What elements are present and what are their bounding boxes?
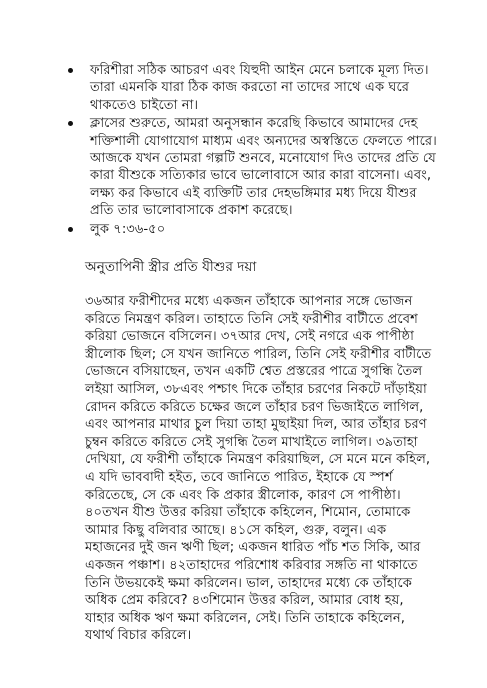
bullet-text: ক্লাসের শুরুতে, আমরা অনুসন্ধান করেছি কিভাবে আমাদের দেহ শক্তিশালী যোগাযোগ মাধ্যম এবং অন্যদের অস্বস্তিতে ফেলতে পারে। আজকে যখন তোমরা গল্পটি শুনবে, মনোযোগ দিও তাদের প্রতি যে কারা যীশুকে সত্যিকার ভাবে ভালোবাসে আর কারা বাসেনা। এবং, লক্ষ্য কর কিভাবে এই ব্যক্তিটি তার দেহভঙ্গিমার মধ্য দিয়ে যীশুর প্রতি তার ভালোবাসাকে প্রকাশ করেছে।: [90, 116, 437, 219]
bullet-item-class-intro: [68, 115, 440, 219]
bullet-item-pharisees: [68, 62, 440, 114]
bullet-text: লুক ৭:৩৬-৫০: [90, 221, 166, 237]
bullet-dot-icon: [68, 227, 73, 232]
scripture-passage: ৩৬আর ফরীশীদের মধ্যে একজন তাঁহাকে আপনার সঙ্গে ভোজন করিতে নিমন্ত্রণ করিল। তাহাতে তিনি সেই ফরীশীর বাটীতে প্রবেশ করিয়া ভোজনে বসিলেন। ৩৭আর দেখ, সেই নগরে এক পাপীষ্ঠা স্ত্রীলোক ছিল; সে যখন জানিতে পারিল, তিনি সেই ফরীশীর বাটীতে ভোজনে বসিয়াছেন, তখন একটি শ্বেত প্রস্তরের পাত্রে সুগন্ধি তৈল লইয়া আসিল, ৩৮এবং পশ্চাৎ দিকে তাঁহার চরণের নিকটে দাঁড়াইয়া রোদন করিতে করিতে চক্ষের জলে তাঁহার চরণ ভিজাইতে লাগিল, এবং আপনার মাথার চুল দিয়া তাহা মুছাইয়া দিল, আর তাঁহার চরণ চুম্বন করিতে করিতে সেই সুগন্ধি তৈল মাখাইতে লাগিল। ৩৯তাহা দেখিয়া, যে ফরীশী তাঁহাকে নিমন্ত্রণ করিয়াছিল, সে মনে মনে কহিল, এ যদি ভাববাদী হইত, তবে জানিতে পারিত, ইহাকে যে স্পর্শ করিতেছে, সে কে এবং কি প্রকার স্ত্রীলোক, কারণ সে পাপীষ্ঠা। ৪০তখন যীশু উত্তর করিয়া তাঁহাকে কহিলেন, শিমোন, তোমাকে আমার কিছু বলিবার আছে। ৪১সে কহিল, গুরু, বলুন। এক মহাজনের দুই জন ঋণী ছিল; একজন ধারিত পাঁচ শত সিকি, আর একজন পঞ্চাশ। ৪২তাহাদের পরিশোধ করিবার সঙ্গতি না থাকাতে তিনি উভয়কেই ক্ষমা করিলেন। ভাল, তাহাদের মধ্যে কে তাঁহাকে অধিক প্রেম করিবে? ৪৩শিমোন উত্তর করিল, আমার বোধ হয়, যাহার অধিক ঋণ ক্ষমা করিলেন, সেই। তিনি তাহাকে কহিলেন, যথার্থ বিচার করিলে।: [85, 294, 432, 644]
bullet-dot-icon: [68, 68, 73, 73]
bullet-text: ফরিশীরা সঠিক আচরণ এবং যিহুদী আইন মেনে চলাকে মূল্য দিত। তারা এমনকি যারা ঠিক কাজ করতো না তাদের সাথে এক ঘরে থাকতেও চাইতো না।: [90, 63, 429, 113]
bullet-dot-icon: [68, 121, 73, 126]
section-heading: অনুতাপিনী স্ত্রীর প্রতি যীশুর দয়া: [85, 259, 257, 275]
bullet-list: [68, 62, 440, 238]
bullet-item-scripture-reference: [68, 221, 440, 238]
